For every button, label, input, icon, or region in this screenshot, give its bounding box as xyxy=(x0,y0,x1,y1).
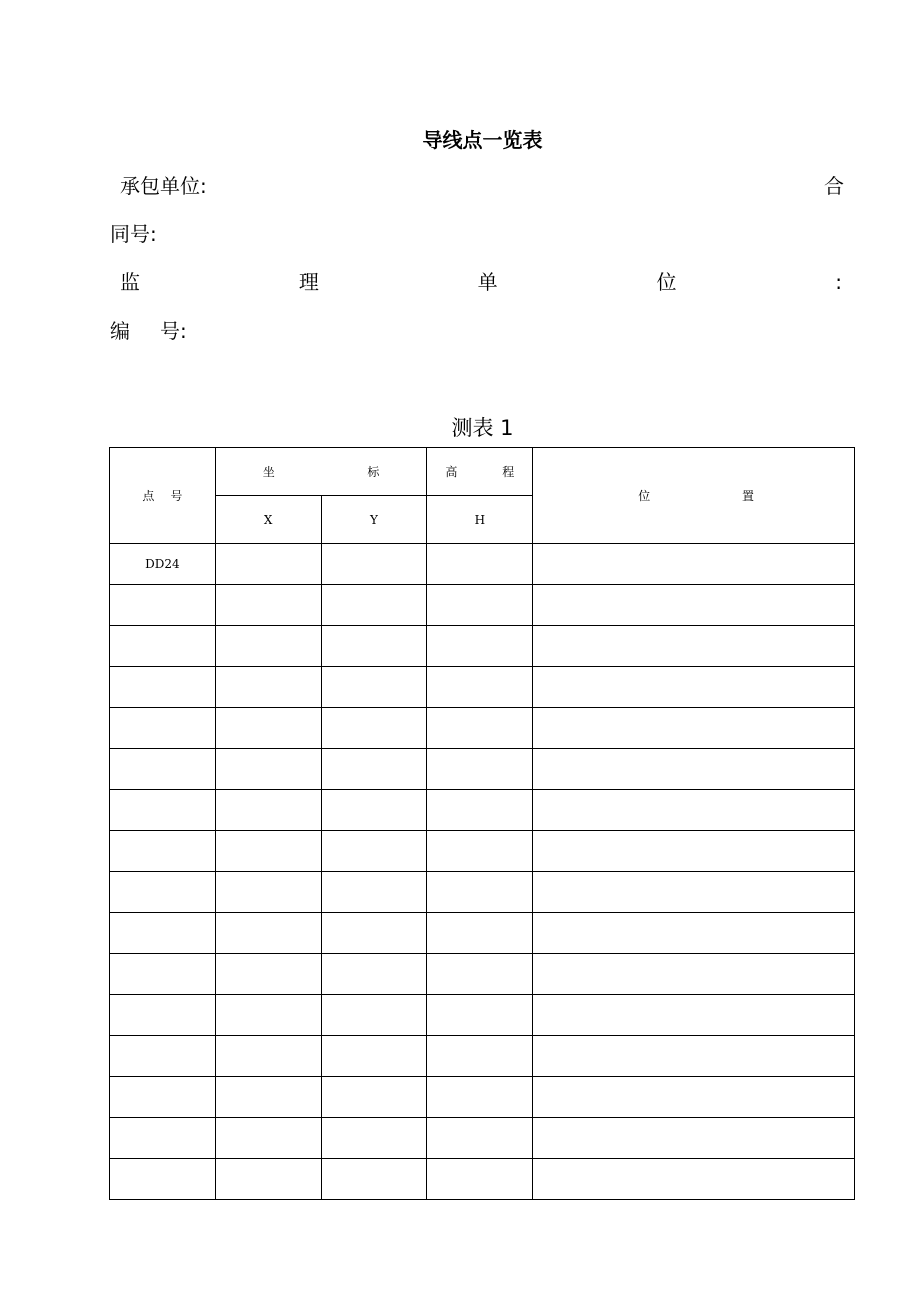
header-text: 高 xyxy=(445,465,458,479)
table-row xyxy=(110,1118,855,1159)
cell-h[interactable] xyxy=(427,954,533,995)
supervisor-char: 位 xyxy=(656,270,677,294)
cell-point[interactable] xyxy=(110,1118,216,1159)
cell-x[interactable] xyxy=(215,995,321,1036)
cell-point[interactable] xyxy=(110,954,216,995)
cell-location[interactable] xyxy=(533,544,855,585)
cell-h[interactable] xyxy=(427,995,533,1036)
table-row xyxy=(110,995,855,1036)
cell-h[interactable] xyxy=(427,1159,533,1200)
cell-point[interactable] xyxy=(110,708,216,749)
table-row xyxy=(110,913,855,954)
table-row xyxy=(110,790,855,831)
table-row xyxy=(110,544,855,585)
contract-label-start: 合 xyxy=(824,174,844,198)
header-elevation xyxy=(427,448,533,496)
cell-y[interactable] xyxy=(321,913,427,954)
cell-point[interactable] xyxy=(110,1077,216,1118)
cell-h[interactable] xyxy=(427,626,533,667)
cell-location[interactable] xyxy=(533,749,855,790)
cell-y[interactable] xyxy=(321,667,427,708)
cell-y[interactable] xyxy=(321,1077,427,1118)
cell-x[interactable] xyxy=(215,749,321,790)
table-row xyxy=(110,1159,855,1200)
cell-x[interactable] xyxy=(215,1036,321,1077)
cell-point[interactable]: DD24 xyxy=(110,544,216,585)
header-y: Y xyxy=(321,496,427,544)
table-title: 测表 1 xyxy=(451,416,514,440)
cell-location[interactable] xyxy=(533,667,855,708)
cell-x[interactable] xyxy=(215,872,321,913)
table-row xyxy=(110,667,855,708)
cell-y[interactable] xyxy=(321,1118,427,1159)
cell-y[interactable] xyxy=(321,626,427,667)
cell-h[interactable] xyxy=(427,1036,533,1077)
table-row xyxy=(110,708,855,749)
control-point-table xyxy=(109,447,855,1200)
cell-y[interactable] xyxy=(321,708,427,749)
cell-y[interactable] xyxy=(321,954,427,995)
cell-x[interactable] xyxy=(215,1077,321,1118)
cell-location[interactable] xyxy=(533,954,855,995)
cell-point[interactable] xyxy=(110,749,216,790)
cell-h[interactable] xyxy=(427,790,533,831)
cell-x[interactable] xyxy=(215,1159,321,1200)
cell-y[interactable] xyxy=(321,831,427,872)
header-x: X xyxy=(215,496,321,544)
cell-location[interactable] xyxy=(533,1077,855,1118)
header-text: 程 xyxy=(502,465,515,479)
table-row xyxy=(110,626,855,667)
cell-point[interactable] xyxy=(110,790,216,831)
cell-location[interactable] xyxy=(533,790,855,831)
cell-point[interactable] xyxy=(110,667,216,708)
table-row xyxy=(110,1036,855,1077)
number-char: 编 xyxy=(110,319,130,343)
cell-point[interactable] xyxy=(110,1036,216,1077)
cell-h[interactable] xyxy=(427,1077,533,1118)
cell-location[interactable] xyxy=(533,1159,855,1200)
cell-location[interactable] xyxy=(533,626,855,667)
cell-point[interactable] xyxy=(110,872,216,913)
cell-h[interactable] xyxy=(427,667,533,708)
cell-y[interactable] xyxy=(321,995,427,1036)
cell-x[interactable] xyxy=(215,831,321,872)
cell-h[interactable] xyxy=(427,544,533,585)
cell-point[interactable] xyxy=(110,831,216,872)
supervisor-label xyxy=(120,270,842,294)
supervisor-char: 单 xyxy=(477,270,498,294)
cell-h[interactable] xyxy=(427,1118,533,1159)
cell-h[interactable] xyxy=(427,585,533,626)
header-h: H xyxy=(427,496,533,544)
header-location xyxy=(533,448,855,544)
cell-y[interactable] xyxy=(321,585,427,626)
cell-h[interactable] xyxy=(427,913,533,954)
cell-h[interactable] xyxy=(427,831,533,872)
cell-x[interactable] xyxy=(215,585,321,626)
cell-x[interactable] xyxy=(215,708,321,749)
number-label xyxy=(110,319,187,343)
header-point xyxy=(110,448,216,544)
table-row xyxy=(110,1077,855,1118)
cell-point[interactable] xyxy=(110,626,216,667)
cell-y[interactable] xyxy=(321,749,427,790)
cell-x[interactable] xyxy=(215,913,321,954)
cell-location[interactable] xyxy=(533,1036,855,1077)
cell-h[interactable] xyxy=(427,749,533,790)
header-text: 点 xyxy=(142,489,155,503)
cell-y[interactable] xyxy=(321,544,427,585)
cell-y[interactable] xyxy=(321,872,427,913)
cell-point[interactable] xyxy=(110,1159,216,1200)
header-text: 坐 xyxy=(262,465,275,479)
cell-h[interactable] xyxy=(427,708,533,749)
cell-location[interactable] xyxy=(533,585,855,626)
cell-x[interactable] xyxy=(215,790,321,831)
table-row xyxy=(110,585,855,626)
cell-x[interactable] xyxy=(215,667,321,708)
table-row xyxy=(110,954,855,995)
cell-location[interactable] xyxy=(533,831,855,872)
cell-h[interactable] xyxy=(427,872,533,913)
table-row xyxy=(110,872,855,913)
cell-point[interactable] xyxy=(110,585,216,626)
cell-location[interactable] xyxy=(533,708,855,749)
contract-label-end: 同号: xyxy=(110,222,157,246)
cell-point[interactable] xyxy=(110,913,216,954)
table-row xyxy=(110,831,855,872)
header-text: 置 xyxy=(741,489,754,503)
document-title: 导线点一览表 xyxy=(422,128,543,152)
header-coordinates xyxy=(215,448,427,496)
cell-x[interactable] xyxy=(215,1118,321,1159)
cell-location[interactable] xyxy=(533,995,855,1036)
supervisor-char: 监 xyxy=(120,270,140,294)
cell-location[interactable] xyxy=(533,872,855,913)
cell-location[interactable] xyxy=(533,1118,855,1159)
table-row xyxy=(110,749,855,790)
cell-location[interactable] xyxy=(533,913,855,954)
cell-x[interactable] xyxy=(215,954,321,995)
cell-y[interactable] xyxy=(321,790,427,831)
number-char: 号: xyxy=(160,319,187,343)
header-text: 标 xyxy=(367,465,380,479)
supervisor-char: 理 xyxy=(298,270,319,294)
cell-x[interactable] xyxy=(215,544,321,585)
cell-y[interactable] xyxy=(321,1159,427,1200)
cell-x[interactable] xyxy=(215,626,321,667)
header-text: 位 xyxy=(638,489,651,503)
contractor-label: 承包单位: xyxy=(120,174,207,198)
cell-y[interactable] xyxy=(321,1036,427,1077)
header-text: 号 xyxy=(170,489,183,503)
cell-point[interactable] xyxy=(110,995,216,1036)
supervisor-char: : xyxy=(835,270,842,294)
